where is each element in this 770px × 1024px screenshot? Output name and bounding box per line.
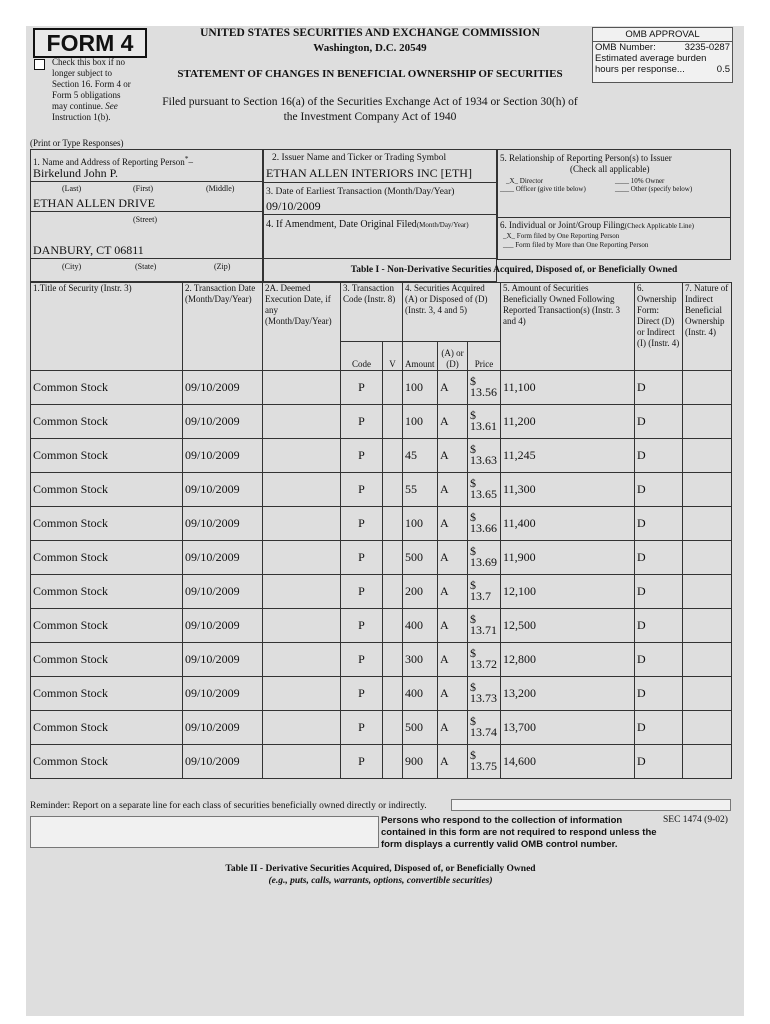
transaction-code-cell: P	[341, 541, 383, 575]
transaction-date-cell: 09/10/2009	[183, 643, 263, 677]
relationship-sub: (Check all applicable)	[570, 164, 650, 174]
security-title-cell: Common Stock	[31, 677, 183, 711]
a-or-d-cell: A	[438, 439, 468, 473]
nature-cell	[683, 405, 732, 439]
amount-owned-cell: 11,400	[501, 507, 635, 541]
no-longer-subject-checkbox[interactable]	[34, 59, 45, 70]
price-cell: $ 13.61	[468, 405, 501, 439]
price-cell: $ 13.63	[468, 439, 501, 473]
price-cell: $ 13.74	[468, 711, 501, 745]
price-subheader: Price	[468, 342, 501, 371]
statement-title: STATEMENT OF CHANGES IN BENEFICIAL OWNERSHIP OF SECURITIES	[177, 68, 563, 80]
amount-cell: 500	[403, 711, 438, 745]
table1-title: Table I - Non-Derivative Securities Acquired, Disposed of, or Beneficially Owned	[350, 265, 678, 275]
price-cell: $ 13.71	[468, 609, 501, 643]
ownership-form-cell: D	[635, 507, 683, 541]
deemed-date-cell	[263, 507, 341, 541]
price-value: 13.56	[470, 384, 497, 399]
transaction-code-cell: P	[341, 643, 383, 677]
one-reporting-person-option[interactable]: _X_ Form filed by One Reporting Person	[503, 232, 620, 240]
transaction-date-cell: 09/10/2009	[183, 745, 263, 779]
price-cell: $ 13.66	[468, 507, 501, 541]
amount-owned-cell: 11,900	[501, 541, 635, 575]
nature-cell	[683, 439, 732, 473]
price-value: 13.7	[470, 588, 491, 603]
deemed-date-cell	[263, 609, 341, 643]
amount-cell: 100	[403, 371, 438, 405]
divider	[497, 217, 731, 218]
table-row	[31, 677, 732, 711]
middle-label: (Middle)	[206, 184, 235, 193]
ownership-form-cell: D	[635, 745, 683, 779]
ownership-form-cell: D	[635, 677, 683, 711]
price-value: 13.66	[470, 520, 497, 535]
price-cell: $ 13.72	[468, 643, 501, 677]
amount-owned-cell: 11,245	[501, 439, 635, 473]
a-or-d-cell: A	[438, 575, 468, 609]
nature-cell	[683, 745, 732, 779]
transaction-code-cell: P	[341, 745, 383, 779]
security-title-cell: Common Stock	[31, 473, 183, 507]
col-deemed-header: 2A. Deemed Execution Date, if any (Month/Day/Year)	[263, 283, 341, 371]
sec-form-code: SEC 1474 (9-02)	[663, 815, 728, 825]
nature-cell	[683, 371, 732, 405]
non-derivative-table	[30, 282, 732, 779]
price-value: 13.74	[470, 724, 497, 739]
deemed-date-cell	[263, 405, 341, 439]
table-row	[31, 541, 732, 575]
street-label: (Street)	[133, 215, 157, 224]
deemed-date-cell	[263, 745, 341, 779]
blank-field	[30, 816, 379, 848]
agency-name: UNITED STATES SECURITIES AND EXCHANGE COMMISSION	[200, 27, 540, 39]
table-row	[31, 575, 732, 609]
col-code-header: 3. Transaction Code (Instr. 8)	[341, 283, 403, 342]
filed-pursuant-line2: the Investment Company Act of 1940	[283, 111, 457, 123]
a-or-d-cell: A	[438, 405, 468, 439]
city-value[interactable]: DANBURY, CT 06811	[33, 243, 144, 257]
table-row	[31, 473, 732, 507]
transaction-code-cell: P	[341, 575, 383, 609]
divider	[263, 214, 497, 215]
print-type-note: (Print or Type Responses)	[30, 138, 124, 148]
omb-number-value: 3235-0287	[684, 42, 730, 53]
price-value: 13.75	[470, 758, 497, 773]
deemed-date-cell	[263, 473, 341, 507]
ownership-form-cell: D	[635, 405, 683, 439]
amount-cell: 500	[403, 541, 438, 575]
price-cell: $ 13.75	[468, 745, 501, 779]
a-or-d-cell: A	[438, 745, 468, 779]
ownership-form-cell: D	[635, 643, 683, 677]
table2-title: Table II - Derivative Securities Acquired, Disposed of, or Beneficially Owned	[225, 864, 536, 874]
ownership-form-cell: D	[635, 575, 683, 609]
v-cell	[383, 575, 403, 609]
divider	[30, 181, 263, 182]
amount-cell: 400	[403, 609, 438, 643]
transaction-date-cell: 09/10/2009	[183, 371, 263, 405]
price-value: 13.61	[470, 418, 497, 433]
omb-burden-label: Estimated average burden	[595, 53, 707, 64]
transaction-date-cell: 09/10/2009	[183, 609, 263, 643]
price-cell: $ 13.73	[468, 677, 501, 711]
transaction-date-cell: 09/10/2009	[183, 473, 263, 507]
ownership-form-cell: D	[635, 609, 683, 643]
price-cell: $ 13.56	[468, 371, 501, 405]
security-title-cell: Common Stock	[31, 439, 183, 473]
a-or-d-cell: A	[438, 643, 468, 677]
issuer-value[interactable]: ETHAN ALLEN INTERIORS INC [ETH]	[266, 166, 472, 180]
a-or-d-subheader: (A) or (D)	[438, 342, 468, 371]
col-securities-header: 4. Securities Acquired (A) or Disposed of (D) (Instr. 3, 4 and 5)	[403, 283, 501, 342]
code-subheader: Code	[341, 342, 383, 371]
security-title-cell: Common Stock	[31, 745, 183, 779]
transaction-code-cell: P	[341, 711, 383, 745]
deemed-date-cell	[263, 575, 341, 609]
price-value: 13.63	[470, 452, 497, 467]
security-title-cell: Common Stock	[31, 405, 183, 439]
price-value: 13.72	[470, 656, 497, 671]
nature-cell	[683, 643, 732, 677]
amendment-label: 4. If Amendment, Date Original Filed(Month/Day/Year)	[266, 219, 469, 230]
price-cell: $ 13.7	[468, 575, 501, 609]
reminder-text: Reminder: Report on a separate line for each class of securities beneficially owned directly or indirectly.	[30, 801, 427, 811]
omb-approval-box	[592, 27, 733, 83]
ownership-form-cell: D	[635, 439, 683, 473]
omb-notice: Persons who respond to the collection of information contained in this form are not required to respond unless the form displays a currently valid OMB control number.	[381, 815, 657, 850]
col-date-header: 2. Transaction Date (Month/Day/Year)	[183, 283, 263, 371]
table-row	[31, 507, 732, 541]
amount-cell: 55	[403, 473, 438, 507]
transaction-date-cell: 09/10/2009	[183, 575, 263, 609]
security-title-cell: Common Stock	[31, 541, 183, 575]
other-option[interactable]: ____ Other (specify below)	[615, 185, 693, 193]
omb-number-label: OMB Number:	[595, 42, 656, 53]
city-label: (City)	[62, 262, 82, 271]
relationship-label: 5. Relationship of Reporting Person(s) to Issuer	[500, 153, 672, 163]
deemed-date-cell	[263, 643, 341, 677]
price-value: 13.65	[470, 486, 497, 501]
amount-cell: 45	[403, 439, 438, 473]
transaction-code-cell: P	[341, 473, 383, 507]
v-cell	[383, 609, 403, 643]
amount-subheader: Amount	[403, 342, 438, 371]
security-title-cell: Common Stock	[31, 575, 183, 609]
nature-cell	[683, 711, 732, 745]
transaction-code-cell: P	[341, 405, 383, 439]
a-or-d-cell: A	[438, 507, 468, 541]
amount-owned-cell: 11,200	[501, 405, 635, 439]
col-nature-header: 7. Nature of Indirect Beneficial Ownership (Instr. 4)	[683, 283, 732, 371]
reporting-person-name[interactable]: Birkelund John P.	[33, 166, 119, 180]
table-row	[31, 745, 732, 779]
amount-cell: 200	[403, 575, 438, 609]
transaction-date-cell: 09/10/2009	[183, 507, 263, 541]
last-label: (Last)	[62, 184, 82, 193]
price-cell: $ 13.65	[468, 473, 501, 507]
omb-hours-label: hours per response...	[595, 64, 685, 75]
a-or-d-cell: A	[438, 541, 468, 575]
amount-owned-cell: 12,800	[501, 643, 635, 677]
issuer-label: 2. Issuer Name and Ticker or Trading Symbol	[272, 153, 447, 163]
amount-owned-cell: 13,200	[501, 677, 635, 711]
a-or-d-cell: A	[438, 371, 468, 405]
joint-filing-label: 6. Individual or Joint/Group Filing(Check Applicable Line)	[500, 220, 694, 230]
security-title-cell: Common Stock	[31, 371, 183, 405]
omb-hours-value: 0.5	[716, 64, 730, 75]
amount-owned-cell: 12,500	[501, 609, 635, 643]
reporting-person-label: 1. Name and Address of Reporting Person*–	[33, 154, 193, 167]
security-title-cell: Common Stock	[31, 643, 183, 677]
security-title-cell: Common Stock	[31, 507, 183, 541]
ownership-form-cell: D	[635, 711, 683, 745]
ownership-form-cell: D	[635, 541, 683, 575]
transaction-date-cell: 09/10/2009	[183, 711, 263, 745]
transaction-code-cell: P	[341, 439, 383, 473]
v-cell	[383, 745, 403, 779]
omb-title: OMB APPROVAL	[593, 28, 732, 42]
deemed-date-cell	[263, 439, 341, 473]
zip-label: (Zip)	[214, 262, 231, 271]
ownership-form-cell: D	[635, 371, 683, 405]
col-amount-owned-header: 5. Amount of Securities Beneficially Owned Following Reported Transaction(s) (Instr. 3 and 4)	[501, 283, 635, 371]
nature-cell	[683, 507, 732, 541]
officer-option[interactable]: ____ Officer (give title below)	[500, 185, 586, 193]
security-title-cell: Common Stock	[31, 609, 183, 643]
amount-owned-cell: 13,700	[501, 711, 635, 745]
first-label: (First)	[133, 184, 153, 193]
v-cell	[383, 473, 403, 507]
deemed-date-cell	[263, 677, 341, 711]
transaction-code-cell: P	[341, 677, 383, 711]
amount-cell: 100	[403, 507, 438, 541]
nature-cell	[683, 677, 732, 711]
v-cell	[383, 439, 403, 473]
price-cell: $ 13.69	[468, 541, 501, 575]
state-label: (State)	[135, 262, 157, 271]
a-or-d-cell: A	[438, 677, 468, 711]
street-value[interactable]: ETHAN ALLEN DRIVE	[33, 196, 155, 210]
v-cell	[383, 711, 403, 745]
amount-cell: 900	[403, 745, 438, 779]
a-or-d-cell: A	[438, 609, 468, 643]
divider	[30, 258, 263, 259]
transaction-code-cell: P	[341, 371, 383, 405]
director-option[interactable]: _X_ Director	[506, 177, 544, 185]
nature-cell	[683, 575, 732, 609]
table-row	[31, 711, 732, 745]
transaction-date-cell: 09/10/2009	[183, 677, 263, 711]
earliest-date-value[interactable]: 09/10/2009	[266, 199, 321, 213]
agency-location: Washington, D.C. 20549	[313, 42, 427, 54]
amount-cell: 400	[403, 677, 438, 711]
nature-cell	[683, 609, 732, 643]
reminder-field	[451, 799, 731, 811]
divider	[263, 258, 497, 259]
col-title-header: 1.Title of Security (Instr. 3)	[31, 283, 183, 371]
deemed-date-cell	[263, 711, 341, 745]
table-row	[31, 405, 732, 439]
transaction-date-cell: 09/10/2009	[183, 439, 263, 473]
a-or-d-cell: A	[438, 473, 468, 507]
col-ownership-form-header: 6. Ownership Form: Direct (D) or Indirect (I) (Instr. 4)	[635, 283, 683, 371]
a-or-d-cell: A	[438, 711, 468, 745]
deemed-date-cell	[263, 541, 341, 575]
price-value: 13.71	[470, 622, 497, 637]
transaction-date-cell: 09/10/2009	[183, 405, 263, 439]
table-row	[31, 643, 732, 677]
v-cell	[383, 507, 403, 541]
table-row	[31, 609, 732, 643]
transaction-code-cell: P	[341, 507, 383, 541]
checkbox-instructions: Check this box if no longer subject to Section 16. Form 4 or Form 5 obligations may continue. See Instruction 1(b).	[52, 57, 131, 122]
table-header-row	[31, 283, 732, 342]
v-subheader: V	[383, 342, 403, 371]
amount-cell: 300	[403, 643, 438, 677]
more-reporting-persons-option[interactable]: ___ Form filed by More than One Reporting Person	[503, 241, 649, 249]
amount-owned-cell: 11,300	[501, 473, 635, 507]
table-row	[31, 439, 732, 473]
transaction-date-cell: 09/10/2009	[183, 541, 263, 575]
v-cell	[383, 371, 403, 405]
transaction-code-cell: P	[341, 609, 383, 643]
table2-subtitle: (e.g., puts, calls, warrants, options, convertible securities)	[268, 876, 493, 886]
price-value: 13.69	[470, 554, 497, 569]
security-title-cell: Common Stock	[31, 711, 183, 745]
amount-cell: 100	[403, 405, 438, 439]
divider	[263, 182, 497, 183]
v-cell	[383, 405, 403, 439]
v-cell	[383, 643, 403, 677]
nature-cell	[683, 473, 732, 507]
filed-pursuant-line1: Filed pursuant to Section 16(a) of the Securities Exchange Act of 1934 or Section 30(h) of	[162, 96, 578, 108]
ownership-form-cell: D	[635, 473, 683, 507]
nature-cell	[683, 541, 732, 575]
earliest-date-label: 3. Date of Earliest Transaction (Month/Day/Year)	[266, 187, 455, 197]
deemed-date-cell	[263, 371, 341, 405]
price-value: 13.73	[470, 690, 497, 705]
table-row	[31, 371, 732, 405]
amount-owned-cell: 14,600	[501, 745, 635, 779]
amount-owned-cell: 12,100	[501, 575, 635, 609]
v-cell	[383, 541, 403, 575]
v-cell	[383, 677, 403, 711]
divider	[30, 211, 263, 212]
form-title: FORM 4	[33, 28, 147, 58]
amount-owned-cell: 11,100	[501, 371, 635, 405]
ten-percent-owner-option[interactable]: ____ 10% Owner	[615, 177, 665, 185]
